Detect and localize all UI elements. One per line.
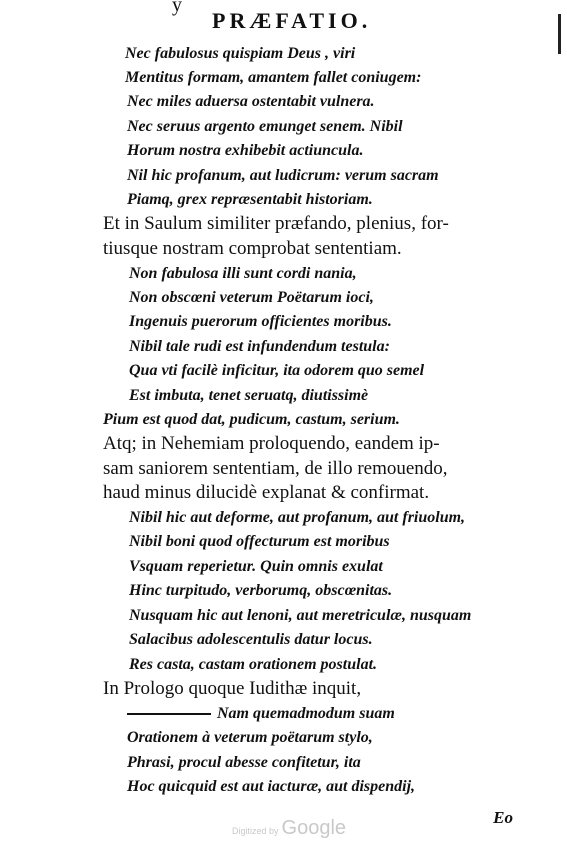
text-line bbox=[103, 409, 400, 431]
text-line bbox=[129, 556, 383, 578]
text-line bbox=[103, 458, 448, 480]
text-line-content: Pium est quod dat, pudicum, castum, serium. bbox=[103, 411, 400, 428]
text-line-content: Hoc quicquid est aut iacturæ, aut dispendij, bbox=[127, 778, 416, 795]
text-line-content: Atq; in Nehemiam proloquendo, eandem ip- bbox=[103, 433, 440, 454]
text-line bbox=[129, 385, 368, 407]
text-line bbox=[129, 287, 374, 309]
text-line-content: Nec seruus argento emunget senem. Nibil bbox=[127, 118, 403, 135]
text-line-content: Nec fabulosus quispiam Deus , viri bbox=[125, 45, 356, 62]
text-line bbox=[129, 531, 390, 553]
text-line bbox=[127, 752, 361, 774]
text-line-content: In Prologo quoque Iudithæ inquit, bbox=[103, 678, 362, 699]
text-line-content: Piamq, grex repræsentabit historiam. bbox=[127, 191, 373, 208]
catchword: Eo bbox=[493, 808, 513, 827]
text-line bbox=[127, 776, 415, 798]
text-line bbox=[103, 213, 449, 235]
text-line-content: Orationem à veterum poëtarum stylo, bbox=[127, 729, 373, 746]
text-line-content: haud minus dilucidè explanat & confirmat. bbox=[103, 482, 430, 503]
text-line bbox=[129, 263, 357, 285]
text-line bbox=[129, 629, 373, 651]
text-line-content: Est imbuta, tenet seruatq, diutissimè bbox=[129, 387, 369, 404]
text-line bbox=[125, 43, 355, 65]
text-line bbox=[127, 116, 403, 138]
running-head: PRÆFATIO. bbox=[212, 8, 372, 33]
text-line-content: Nibil boni quod offecturum est moribus bbox=[129, 533, 390, 550]
text-line-content: Horum nostra exhibebit actiuncula. bbox=[127, 142, 364, 159]
text-line bbox=[103, 482, 429, 504]
text-line-content: Nec miles aduersa ostentabit vulnera. bbox=[127, 93, 375, 110]
text-line-content: Nibil tale rudi est infundendum testula: bbox=[129, 338, 390, 355]
text-line-content: Mentitus formam, amantem fallet coniugem: bbox=[125, 69, 422, 86]
text-line-content: Hinc turpitudo, verborumq, obscœnitas. bbox=[129, 582, 393, 599]
text-line-content: Nil hic profanum, aut ludicrum: verum sacram bbox=[127, 167, 439, 184]
text-line-content: Phrasi, procul abesse confitetur, ita bbox=[127, 754, 361, 771]
text-line bbox=[103, 433, 440, 455]
text-line-content: sam saniorem sententiam, de illo remouendo, bbox=[103, 458, 448, 479]
text-line bbox=[127, 91, 375, 113]
text-line-content: Nibil hic aut deforme, aut profanum, aut friuolum, bbox=[129, 509, 466, 526]
text-line bbox=[127, 703, 395, 725]
text-line bbox=[129, 311, 392, 333]
text-line bbox=[129, 605, 471, 627]
text-line-content: Non fabulosa illi sunt cordi nania, bbox=[129, 265, 357, 282]
text-line bbox=[127, 140, 363, 162]
text-line-content: Et in Saulum similiter præfando, plenius, for- bbox=[103, 213, 449, 234]
text-line-content: tiusque nostram comprobat sententiam. bbox=[103, 238, 402, 259]
text-line bbox=[127, 727, 373, 749]
watermark-brand: Google bbox=[281, 817, 347, 839]
text-line bbox=[127, 189, 373, 211]
text-line bbox=[129, 507, 465, 529]
text-line-content: Salacibus adolescentulis datur locus. bbox=[129, 631, 373, 648]
corner-mark: y bbox=[172, 0, 182, 16]
watermark-prefix: Digitized by bbox=[232, 826, 279, 836]
text-line bbox=[125, 67, 421, 89]
text-line-content: Nam quemadmodum suam bbox=[217, 705, 395, 722]
text-line-content: Nusquam hic aut lenoni, aut meretriculæ, nusquam bbox=[129, 607, 472, 624]
text-line bbox=[103, 678, 361, 700]
text-line-content: Res casta, castam orationem postulat. bbox=[129, 656, 378, 673]
text-line bbox=[129, 654, 377, 676]
text-line bbox=[103, 238, 402, 260]
text-line bbox=[129, 336, 390, 358]
text-line-content: Vsquam reperietur. Quin omnis exulat bbox=[129, 558, 383, 575]
text-line bbox=[127, 165, 439, 187]
text-line bbox=[129, 580, 392, 602]
text-line bbox=[129, 360, 424, 382]
digitization-watermark bbox=[232, 817, 346, 840]
text-line-content: Non obscœni veterum Poëtarum ioci, bbox=[129, 289, 374, 306]
text-line-content: Qua vti facilè inficitur, ita odorem quo semel bbox=[129, 362, 425, 379]
text-line-content: Ingenuis puerorum officientes moribus. bbox=[129, 313, 392, 330]
ornamental-rule bbox=[127, 713, 211, 715]
